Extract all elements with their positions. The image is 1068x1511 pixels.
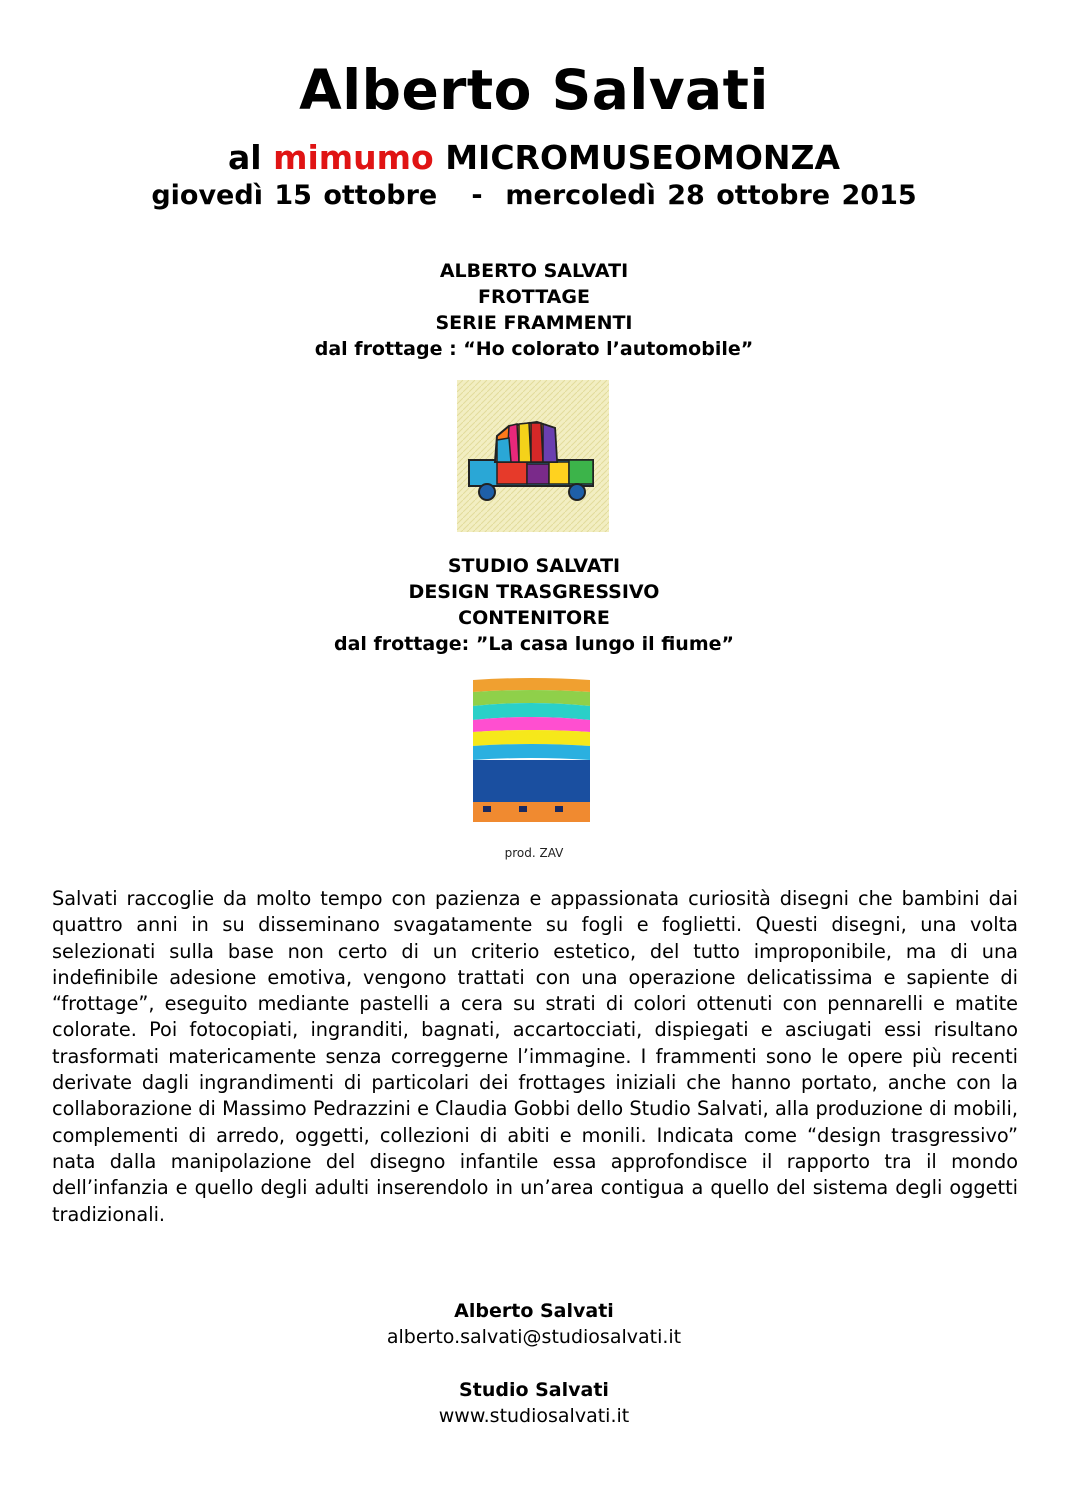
description-paragraph: Salvati raccoglie da molto tempo con pazienza e appassionata curiosità disegni che bambini dai quattro anni in su disseminano svagatamente su fogli e foglietti. Questi disegni, una volta selezionati sulla base non certo di un criterio estetico, del tutto improponibile, ma di una indefinibile adesione emotiva, vengono trattati con una operazione delicatissima e sapiente di “frottage”, eseguito mediante pastelli a cera su strati di colori ottenuti con pennarelli e matite colorate. Poi fotocopiati, ingranditi, bagnati, accartocciati, dispiegati e asciugati essi risultano trasformati matericamente senza correggerne l’immagine. I frammenti sono le opere più recenti derivate dagli ingrandimenti di particolari dei frottages iniziali che hanno portato, anche con la collaborazione di Massimo Pedrazzini e Claudia Gobbi dello Studio Salvati, alla produzione di mobili, complementi di arredo, oggetti, collezioni di abiti e monili. Indicata come “design trasgressivo” nata dalla manipolazione del disegno infantile essa approfondisce il rapporto tra il mondo dell’infanzia e quello degli adulti inserendolo in un’area contigua a quello del sistema degli oggetti tradizionali. (52, 887, 1018, 1226)
artist-name: Alberto Salvati (454, 1300, 614, 1322)
work1-source: dal frottage : “Ho colorato l’automobile” (314, 338, 754, 360)
work2-studio: STUDIO SALVATI (447, 555, 621, 577)
venue-highlight: mimumo (273, 138, 434, 177)
work1-technique: FROTTAGE (478, 286, 590, 308)
page-title: Alberto Salvati (299, 58, 769, 122)
exhibition-dates: giovedì 15 ottobre - mercoledì 28 ottobre 2015 (151, 180, 917, 211)
artist-contact (0, 1298, 1068, 1350)
venue-name: MICROMUSEOMONZA (445, 138, 840, 177)
container-artwork-image (469, 676, 594, 826)
work1-artist: ALBERTO SALVATI (439, 260, 629, 282)
work2-object: CONTENITORE (458, 607, 610, 629)
work1-series: SERIE FRAMMENTI (435, 312, 633, 334)
studio-website-link[interactable]: www.studiosalvati.it (438, 1405, 630, 1427)
production-credit: prod. ZAV (504, 846, 564, 860)
work2-source: dal frottage: ”La casa lungo il fiume” (333, 633, 735, 655)
artist-email-link[interactable]: alberto.salvati@studiosalvati.it (386, 1326, 682, 1348)
studio-contact (0, 1377, 1068, 1429)
venue-prefix: al (227, 138, 262, 177)
work2-caption (0, 553, 1068, 657)
car-artwork-image (457, 380, 609, 532)
studio-name: Studio Salvati (459, 1379, 609, 1401)
venue-line (0, 138, 1068, 177)
work2-category: DESIGN TRASGRESSIVO (408, 581, 660, 603)
work1-caption (0, 258, 1068, 362)
